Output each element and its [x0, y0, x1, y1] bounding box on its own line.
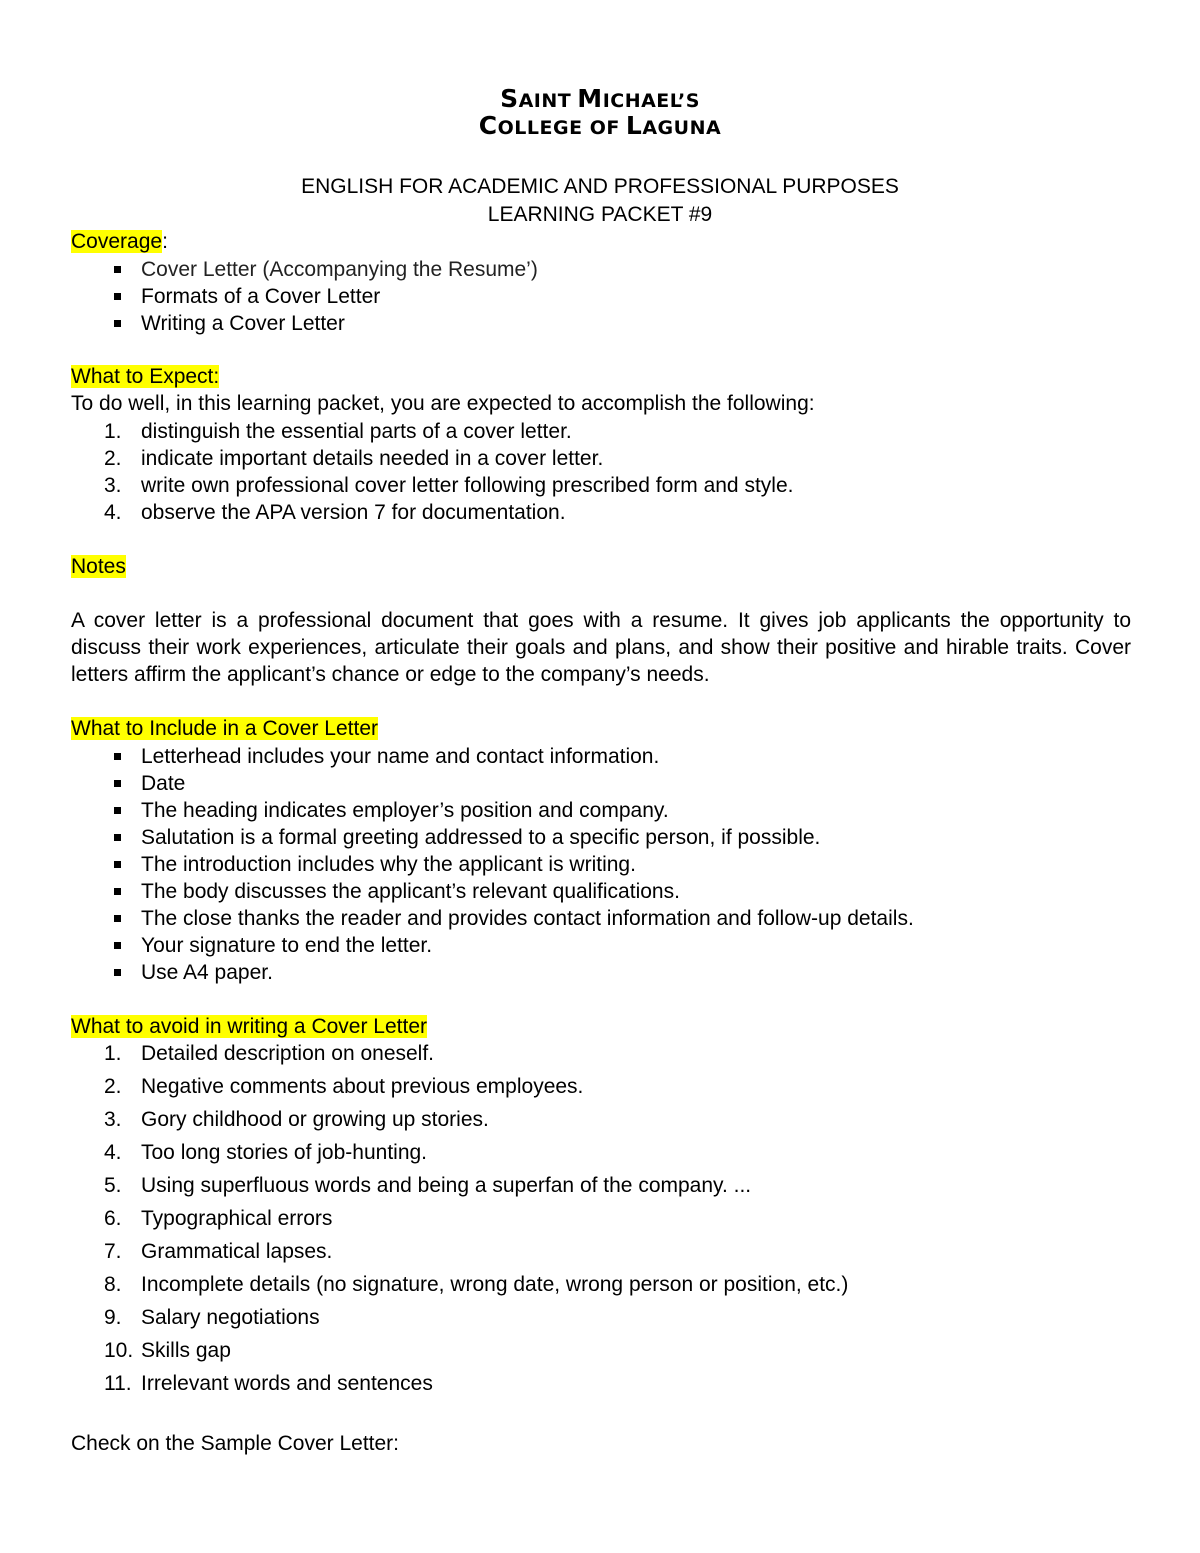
- list-item: 1. distinguish the essential parts of a cover letter.: [104, 420, 572, 443]
- list-item: 11. Irrelevant words and sentences: [104, 1372, 433, 1395]
- list-item: 1. Detailed description on oneself.: [104, 1042, 435, 1065]
- bullet-icon: [114, 293, 121, 300]
- list-item: 10. Skills gap: [104, 1339, 231, 1362]
- list-item: 4. Too long stories of job-hunting.: [104, 1141, 428, 1164]
- list-item: 7. Grammatical lapses.: [104, 1240, 333, 1263]
- coverage-list: [0, 256, 538, 337]
- bullet-icon: [114, 915, 121, 922]
- avoid-list: [0, 1037, 848, 1400]
- list-item: Writing a Cover Letter: [0, 310, 538, 337]
- list-item: 2. Negative comments about previous employees.: [104, 1075, 584, 1098]
- bullet-icon: [114, 320, 121, 327]
- list-item: The body discusses the applicant’s relevant qualifications.: [0, 878, 914, 905]
- sample-check-text: Check on the Sample Cover Letter:: [71, 1432, 400, 1455]
- bullet-icon: [114, 834, 121, 841]
- avoid-heading: What to avoid in writing a Cover Letter: [71, 1015, 427, 1038]
- bullet-icon: [114, 807, 121, 814]
- notes-heading: Notes: [71, 555, 126, 578]
- include-list: [0, 743, 914, 986]
- list-item: The introduction includes why the applicant is writing.: [0, 851, 914, 878]
- bullet-icon: [114, 780, 121, 787]
- course-title: ENGLISH FOR ACADEMIC AND PROFESSIONAL PURPOSES: [301, 175, 899, 198]
- list-item: 8. Incomplete details (no signature, wrong date, wrong person or position, etc.): [104, 1273, 849, 1296]
- list-item: Letterhead includes your name and contact information.: [0, 743, 914, 770]
- include-heading: What to Include in a Cover Letter: [71, 717, 378, 740]
- list-item: Salutation is a formal greeting addressed to a specific person, if possible.: [0, 824, 914, 851]
- coverage-heading: Coverage:: [71, 230, 168, 253]
- school-name-line1: SAINT MICHAEL’S: [500, 84, 700, 113]
- list-item: Your signature to end the letter.: [0, 932, 914, 959]
- list-item: 6. Typographical errors: [104, 1207, 333, 1230]
- school-name-line2: COLLEGE OF LAGUNA: [478, 111, 722, 140]
- list-item: 3. write own professional cover letter following prescribed form and style.: [104, 474, 794, 497]
- bullet-icon: [114, 969, 121, 976]
- list-item: Cover Letter (Accompanying the Resume’): [0, 256, 538, 283]
- list-item: 9. Salary negotiations: [104, 1306, 320, 1329]
- notes-paragraph: A cover letter is a professional document that goes with a resume. It gives job applicants the opportunity to discuss their work experiences, articulate their goals and plans, and show their positive and hirable traits. Cover letters affirm the applicant’s chance or edge to the company’s needs.: [71, 609, 1131, 686]
- list-item: 2. indicate important details needed in a cover letter.: [104, 447, 604, 470]
- list-item: 5. Using superfluous words and being a superfan of the company. ...: [104, 1174, 752, 1197]
- list-item: Formats of a Cover Letter: [0, 283, 538, 310]
- list-item: 4. observe the APA version 7 for documentation.: [104, 501, 566, 524]
- expect-intro: To do well, in this learning packet, you are expected to accomplish the following:: [71, 392, 815, 415]
- list-item: 3. Gory childhood or growing up stories.: [104, 1108, 489, 1131]
- list-item: The heading indicates employer’s position and company.: [0, 797, 914, 824]
- bullet-icon: [114, 861, 121, 868]
- bullet-icon: [114, 942, 121, 949]
- expect-list: [0, 418, 793, 526]
- list-item: Use A4 paper.: [0, 959, 914, 986]
- bullet-icon: [114, 266, 121, 273]
- list-item: The close thanks the reader and provides contact information and follow-up details.: [0, 905, 914, 932]
- bullet-icon: [114, 888, 121, 895]
- bullet-icon: [114, 753, 121, 760]
- list-item: Date: [0, 770, 914, 797]
- expect-heading: What to Expect:: [71, 365, 220, 388]
- packet-title: LEARNING PACKET #9: [487, 203, 713, 226]
